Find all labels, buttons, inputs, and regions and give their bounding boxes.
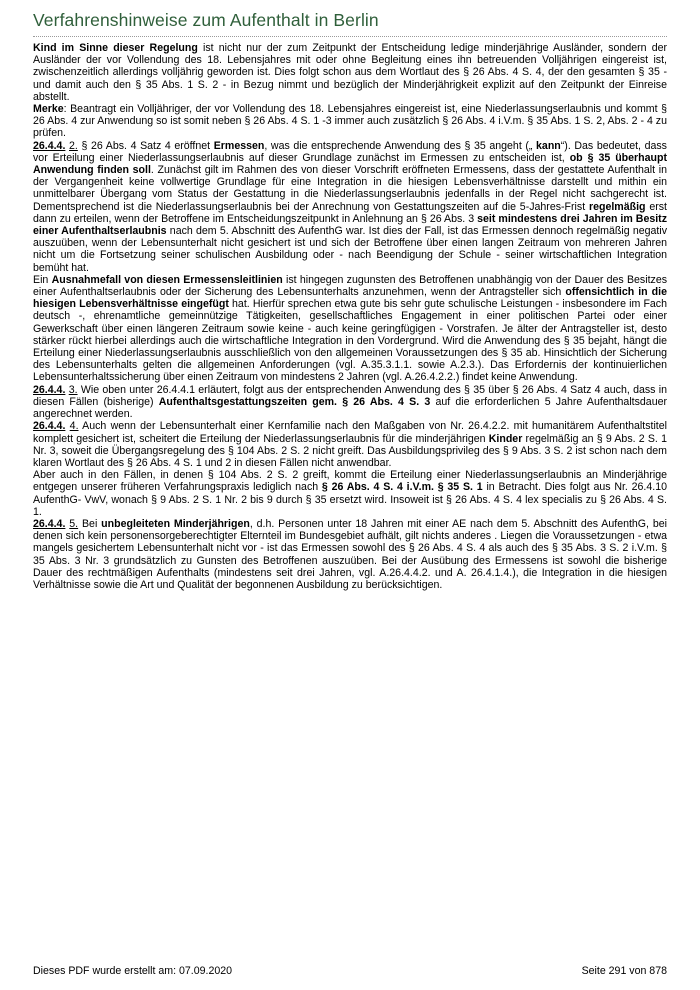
- section-number: 26.4.4.: [33, 420, 66, 433]
- section-26-4-4-4: 26.4.4. 4. Auch wenn der Lebensunterhalt einer Kernfamilie nach den Maßgaben von Nr. 26.4.2.2. mit humanitärem Aufenthaltstitel komplett gesichert ist, scheitert die Erteilung der Niederlassungserlaubnis für die minderjährigen Kinder regelmäßig an § 9 Abs. 2 S. 1 Nr. 3, soweit die Übergangsregelung des § 104 Abs. 2 S. 2 nicht greift. Das Ausbildungsprivileg des § 9 Abs. 3 S. 2 ist schon nach dem klaren Wortlaut des § 26 Abs. 4 S. 1 und 2 in diesen Fällen nicht anwendbar.: [33, 420, 667, 469]
- bold-term: Merke: [33, 103, 64, 116]
- paragraph-ausnahmefall: Ein Ausnahmefall von diesen Ermessensleitlinien ist hingegen zugunsten des Betroffenen unabhängig von der Dauer des Besitzes einer Aufenthaltserlaubnis oder der Sicherung des Lebensunterhalts anzunehmen, wenn der Antragsteller sich offensichtlich in die hiesigen Lebensverhältnisse eingefügt hat. Hierfür sprechen etwa gute bis sehr gute schulische Leistungen - insbesondere im Fach deutsch -, ehrenamtliche gemeinnützige Tätigkeiten, gesellschaftliches Engagement in einer politischen Partei oder einer Gewerkschaft über einen längeren Zeitraum sowie keine - auch keine geringfügigen - Vorstrafen. Je älter der Antragsteller ist, desto stärker rückt hierbei allerdings auch die wirtschaftliche Integration in den Vordergrund. Wird die Anwendung des § 35 bejaht, hängt die Erteilung einer Niederlassungserlaubnis ausschließlich von den allgemeinen Voraussetzungen des § 35 ab. Hinsichtlich der Sicherung des Lebensunterhalts gelten die allgemeinen Anforderungen (vgl. A.35.3.1.1. sowie A.2.3.). Das Erfordernis der kontinuierlichen Lebensunterhaltssicherung über einen Zeitraum von mindestens 2 Jahren (vgl. A.26.4.2.2.) findet keine Anwendung.: [33, 273, 668, 384]
- subsection-number: 5.: [69, 517, 79, 530]
- page-number: Seite 291 von 878: [581, 965, 667, 977]
- section-number: 26.4.4.: [33, 139, 66, 152]
- paragraph-104: Aber auch in den Fällen, in denen § 104 Abs. 2 S. 2 greift, kommt die Erteilung einer Niederlassungserlaubnis an Minderjährige entgegen unserer früheren Verfahrungspraxis lediglich nach § 26 Abs. 4 S. 4 i.V.m. § 35 S. 1 in Betracht. Dies folgt aus Nr. 26.4.10 AufenthG- VwV, wonach § 9 Abs. 2 S. 1 Nr. 2 bis 9 durch § 35 ersetzt wird. Insoweit ist § 26 Abs. 4 S. 4 lex specialis zu § 26 Abs. 4 S. 1.: [33, 469, 667, 518]
- document-body: [33, 42, 667, 591]
- paragraph-kind-definition: Kind im Sinne dieser Regelung ist nicht nur der zum Zeitpunkt der Entscheidung ledige minderjährige Ausländer, sondern der Ausländer der vor Vollendung des 18. Lebensjahres mit oder ohne Begleitung eines ihn betreuenden Volljährigen eingereist ist, zwischenzeitlich allerdings volljährig geworden ist. Dies folgt schon aus dem Wortlaut des § 26 Abs. 4 S. 4, der den gesamten § 35 - und damit auch den § 35 Abs. 1 S. 2 - in Bezug nimmt und bezüglich der Minderjährigkeit explizit auf den Zeitpunkt der Einreise abstellt.: [33, 42, 667, 103]
- paragraph-merke: Merke: Beantragt ein Volljähriger, der vor Vollendung des 18. Lebensjahres eingereist ist, eine Niederlassungserlaubnis und kommt § 26 Abs. 4 zur Anwendung so ist somit neben § 26 Abs. 4 S. 1 -3 immer auch zusätzlich § 26 Abs. 4 i.V.m. § 35 Abs. 1 S. 2, Abs. 2 - 4 zu prüfen.: [33, 103, 667, 140]
- subsection-number: 4.: [69, 420, 79, 433]
- bold-term: Kind im Sinne dieser Regelung: [33, 42, 198, 54]
- page-title: Verfahrenshinweise zum Aufenthalt in Berlin: [33, 10, 379, 30]
- section-26-4-4-5: 26.4.4. 5. Bei unbegleiteten Minderjährigen, d.h. Personen unter 18 Jahren mit einer AE nach dem 5. Abschnitt des AufenthG, bei denen sich kein personensorgeberechtigter Elternteil im Bundesgebiet aufhält, gilt nichts anderes . Liegen die Voraussetzungen - etwa mangels gesichertem Lebensunterhalt nicht vor - ist das Ermessen sowohl des § 26 Abs. 4 S. 4 als auch des § 35 Abs. 3 S. 2 i.V.m. § 35 Abs. 3 Nr. 3 grundsätzlich zu Gunsten des Betroffenen auszuüben. Bei der Ausübung des Ermessens ist sowohl die bisherige Dauer des rechtmäßigen Aufenthalts (mindestens seit drei Jahren, vgl. A.26.4.4.2. und A. 26.4.1.4.), die Integration in die hiesigen Verhältnisse sowie die Art und Qualität der begonnenen Ausbildung zu berücksichtigen.: [33, 517, 667, 591]
- section-number: 26.4.4.: [33, 517, 66, 530]
- page-footer: [33, 965, 667, 977]
- section-26-4-4-2: 26.4.4. 2. § 26 Abs. 4 Satz 4 eröffnet Ermessen, was die entsprechende Anwendung des § 35 angeht („ kann“). Das bedeutet, dass vor Erteilung einer Niederlassungserlaubnis auf dieser Grundlage zunächst im Ermessen zu entscheiden ist, ob § 35 überhaupt Anwendung finden soll. Zunächst gilt im Rahmen des von dieser Vorschrift eröffneten Ermessens, dass der gestattete Aufenthalt in der Vergangenheit keine vollwertige Grundlage für eine Integration in die hiesigen Lebensverhältnisse darstellt und mithin ein unmittelbarer Übergang vom Status der Gestattung in die Niederlassungserlaubnis jedenfalls in der Regel nicht sachgerecht ist. Dementsprechend ist die Niederlassungserlaubnis bei der Anrechnung von Gestattungszeiten auf die 5-Jahres-Frist regelmäßig erst dann zu erteilen, wenn der Betroffene im Entscheidungszeitpunkt in Anlehnung an § 26 Abs. 3 seit mindestens drei Jahren im Besitz einer Aufenthaltserlaubnis nach dem 5. Abschnitt des AufenthG war. Ist dies der Fall, ist das Ermessen dennoch regelmäßig negativ auszuüben, wenn der Lebensunterhalt nicht gesichert ist und sich der Betroffene über einen langen Zeitraum von mehreren Jahren nicht um die Fortsetzung seiner schulischen Ausbildung oder - nach Beendigung der Schule - seiner wirtschaftlichen Integration bemüht hat.: [33, 139, 667, 274]
- subsection-number: 2.: [69, 139, 78, 152]
- creation-date: Dieses PDF wurde erstellt am: 07.09.2020: [33, 965, 233, 977]
- page-header: [33, 10, 667, 37]
- section-26-4-4-3: 26.4.4. 3. Wie oben unter 26.4.4.1 erläutert, folgt aus der entsprechenden Anwendung des § 35 über § 26 Abs. 4 Satz 4 auch, dass in diesen Fällen (bisherige) Aufenthaltsgestattungszeiten gem. § 26 Abs. 4 S. 3 auf die erforderlichen 5 Jahre Aufenthaltsdauer angerechnet werden.: [33, 383, 668, 421]
- section-number: 26.4.4.: [33, 383, 66, 396]
- subsection-number: 3.: [68, 383, 78, 396]
